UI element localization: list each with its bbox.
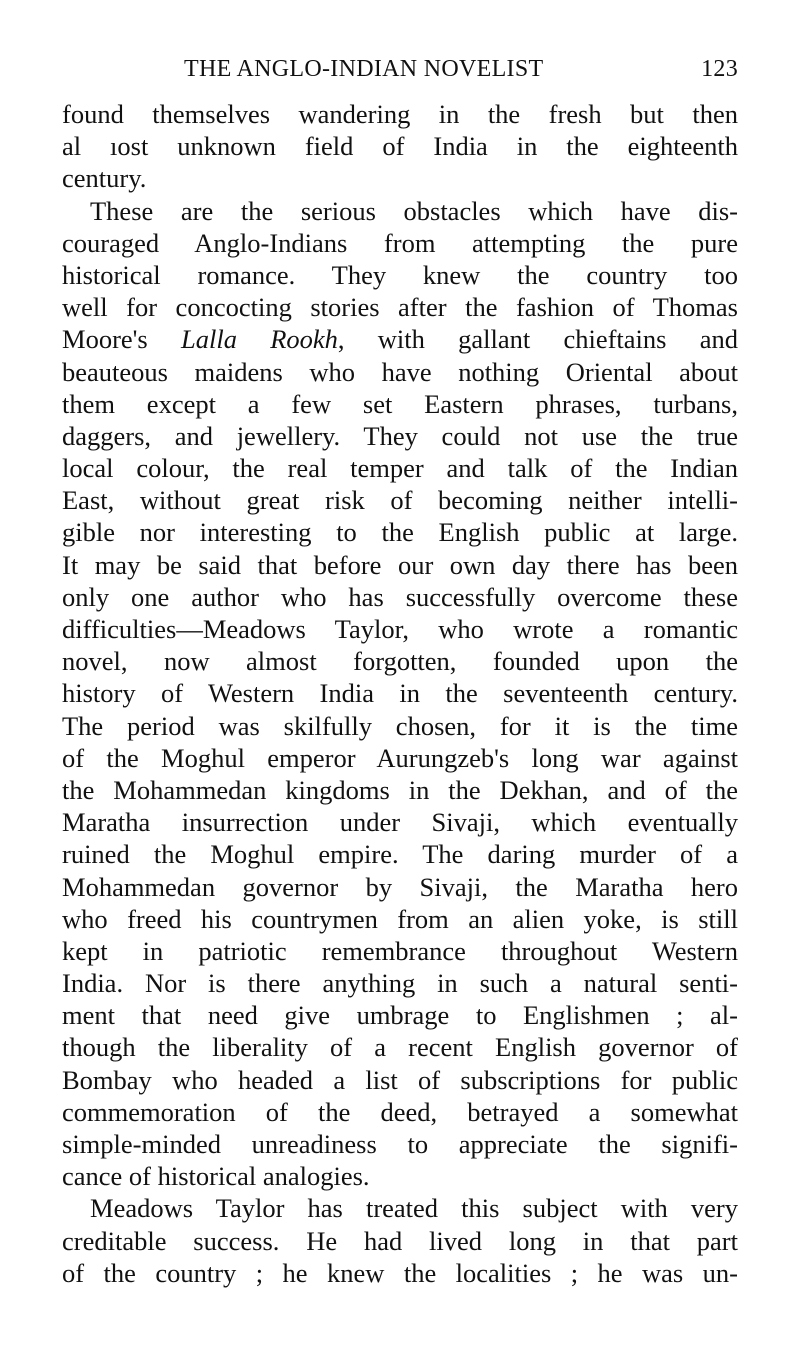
- body-text: [62, 92, 738, 1289]
- book-title-italic: Lalla Rookh: [180, 324, 338, 355]
- text-line: daggers, and jewellery. They could not use the true: [62, 420, 738, 451]
- book-page: [62, 52, 738, 1289]
- text-line: history of Western India in the seventeenth century.: [62, 678, 738, 709]
- text-line: found themselves wandering in the fresh but then: [62, 99, 738, 129]
- text-line: gible nor interesting to the English public at large.: [62, 517, 738, 548]
- text-line: them except a few set Eastern phrases, turbans,: [62, 388, 738, 419]
- text-line: commemoration of the deed, betrayed a somewhat: [62, 1096, 738, 1127]
- text-line: India. Nor is there anything in such a natural senti-: [62, 968, 738, 999]
- text-line: well for concocting stories after the fashion of Thomas: [62, 292, 738, 323]
- text-line: ment that need give umbrage to Englishmen ; al-: [62, 1000, 738, 1031]
- page-number: 123: [701, 56, 738, 82]
- text-line: who freed his countrymen from an alien yoke, is still: [62, 903, 738, 934]
- text-line: historical romance. They knew the country too: [62, 259, 738, 290]
- running-head: [62, 52, 738, 92]
- text-line: Meadows Taylor has treated this subject with very: [90, 1193, 738, 1224]
- text-line: of the Moghul emperor Aurungzeb's long war against: [62, 742, 738, 773]
- text-line: These are the serious obstacles which have dis-: [90, 195, 738, 226]
- running-title: THE ANGLO-INDIAN NOVELIST: [184, 56, 544, 82]
- text-line: only one author who has successfully overcome these: [62, 581, 738, 612]
- text-line: the Mohammedan kingdoms in the Dekhan, and of the: [62, 774, 738, 805]
- text-line: kept in patriotic remembrance throughout Western: [62, 935, 738, 966]
- text-line: cance of historical analogies.: [62, 1161, 370, 1192]
- text-line: ruined the Moghul empire. The daring murder of a: [62, 839, 738, 870]
- text-line: creditable success. He had lived long in that part: [62, 1225, 738, 1256]
- text-line: of the country ; he knew the localities ; he was un-: [62, 1257, 738, 1288]
- text-line: novel, now almost forgotten, founded upon the: [62, 646, 738, 677]
- text-line: though the liberality of a recent English governor of: [62, 1032, 738, 1063]
- text-line: The period was skilfully chosen, for it is the time: [62, 710, 738, 741]
- text-line: Moore's Lalla Rookh, with gallant chieftains and: [62, 324, 738, 355]
- text-line: Maratha insurrection under Sivaji, which eventually: [62, 807, 738, 838]
- text-line: It may be said that before our own day there has been: [62, 549, 738, 580]
- text-line: local colour, the real temper and talk of the Indian: [62, 453, 738, 484]
- text-line: al ıost unknown field of India in the eighteenth: [62, 131, 738, 162]
- text-line: East, without great risk of becoming neither intelli-: [62, 485, 738, 516]
- text-line: couraged Anglo-Indians from attempting the pure: [62, 227, 738, 258]
- text-line: Mohammedan governor by Sivaji, the Maratha hero: [62, 871, 738, 902]
- text-line: Bombay who headed a list of subscriptions for public: [62, 1064, 738, 1095]
- text-line: simple-minded unreadiness to appreciate the signifi-: [62, 1129, 738, 1159]
- text-line: beauteous maidens who have nothing Oriental about: [62, 356, 738, 387]
- text-line: difficulties—Meadows Taylor, who wrote a romantic: [62, 614, 738, 644]
- text-line: century.: [62, 163, 147, 194]
